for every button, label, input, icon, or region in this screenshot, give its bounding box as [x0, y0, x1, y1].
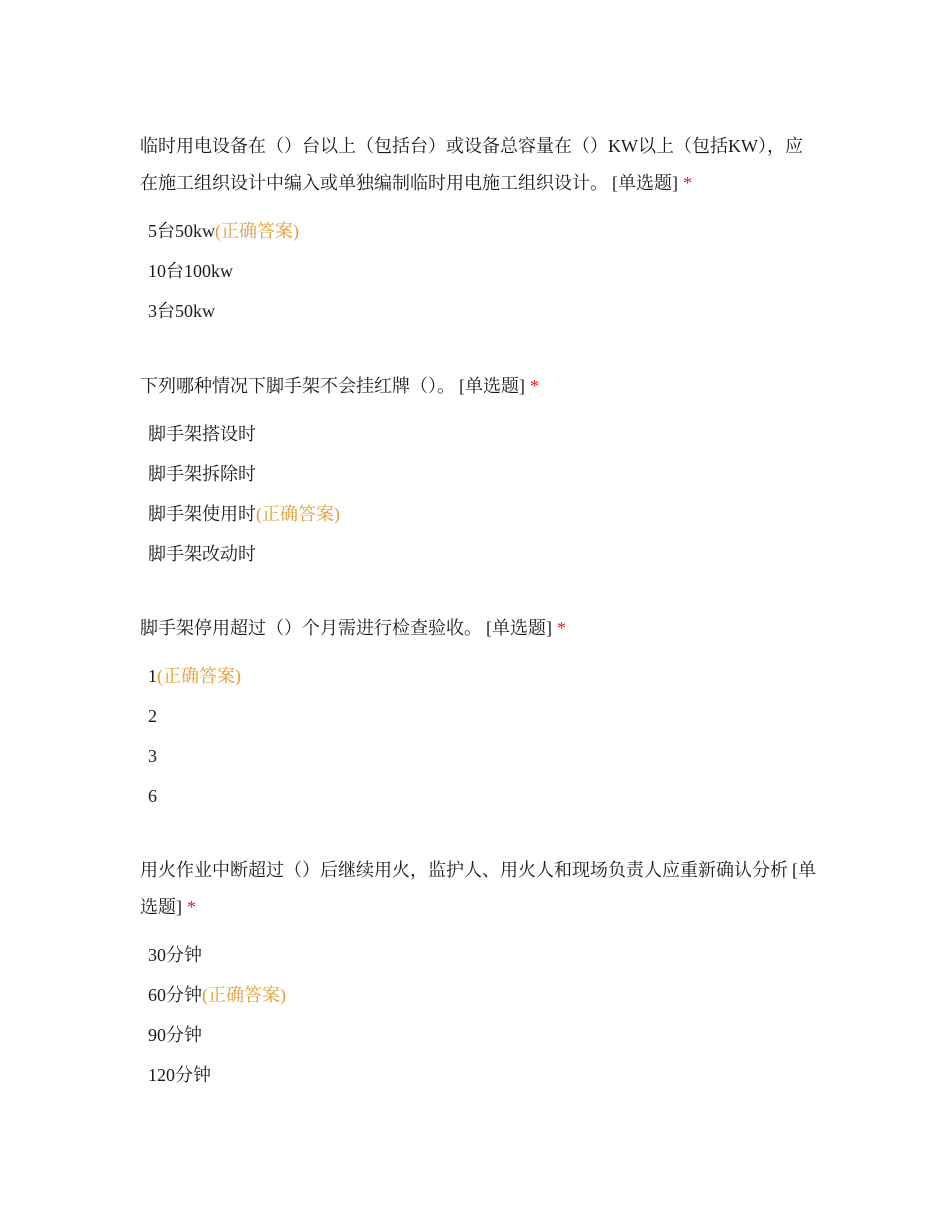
option-item[interactable] [140, 656, 820, 696]
required-asterisk: * [530, 376, 539, 396]
option-label: 脚手架拆除时 [148, 464, 256, 484]
option-label: 120分钟 [148, 1065, 211, 1085]
option-label: 脚手架使用时 [148, 504, 256, 524]
question-text: 临时用电设备在（）台以上（包括台）或设备总容量在（）KW以上（包括KW），应在施工组织设计中编入或单独编制临时用电施工组织设计。 [140, 136, 803, 193]
option-item[interactable] [140, 1055, 820, 1095]
option-label: 6 [148, 786, 157, 806]
option-item[interactable] [140, 251, 820, 291]
question-title [140, 128, 820, 202]
option-label: 脚手架搭设时 [148, 424, 256, 444]
correct-answer-tag: (正确答案) [202, 985, 286, 1005]
question-text: 脚手架停用超过（）个月需进行检查验收。 [140, 618, 482, 638]
option-label: 90分钟 [148, 1025, 202, 1045]
question-type-label: [单选题] [459, 376, 525, 396]
option-label: 5台50kw [148, 221, 215, 241]
option-item[interactable] [140, 414, 820, 454]
question-title [140, 852, 820, 926]
correct-answer-tag: (正确答案) [215, 221, 299, 241]
option-list [140, 656, 820, 816]
option-item[interactable] [140, 696, 820, 736]
option-label: 3 [148, 746, 157, 766]
required-asterisk: * [187, 897, 196, 917]
option-label: 2 [148, 706, 157, 726]
option-label: 60分钟 [148, 985, 202, 1005]
question-3 [140, 610, 820, 816]
option-list [140, 935, 820, 1095]
correct-answer-tag: (正确答案) [256, 504, 340, 524]
option-item[interactable] [140, 494, 820, 534]
required-asterisk: * [557, 618, 566, 638]
option-label: 3台50kw [148, 301, 215, 321]
option-item[interactable] [140, 975, 820, 1015]
question-text: 下列哪种情况下脚手架不会挂红牌（）。 [140, 376, 455, 396]
option-label: 脚手架改动时 [148, 544, 256, 564]
option-label: 10台100kw [148, 261, 233, 281]
option-item[interactable] [140, 736, 820, 776]
question-4 [140, 852, 820, 1095]
question-2 [140, 368, 820, 574]
option-label: 30分钟 [148, 945, 202, 965]
correct-answer-tag: (正确答案) [157, 666, 241, 686]
question-title [140, 368, 820, 405]
question-1 [140, 128, 820, 331]
question-text: 用火作业中断超过（）后继续用火，监护人、用火人和现场负责人应重新确认分析 [140, 860, 788, 880]
question-type-label: [单选题] [612, 173, 678, 193]
question-type-label: [单选题] [140, 860, 816, 917]
option-item[interactable] [140, 291, 820, 331]
option-item[interactable] [140, 1015, 820, 1055]
option-item[interactable] [140, 935, 820, 975]
option-list [140, 211, 820, 331]
option-item[interactable] [140, 776, 820, 816]
option-item[interactable] [140, 454, 820, 494]
option-list [140, 414, 820, 574]
question-type-label: [单选题] [486, 618, 552, 638]
option-label: 1 [148, 666, 157, 686]
option-item[interactable] [140, 211, 820, 251]
required-asterisk: * [683, 173, 692, 193]
question-title [140, 610, 820, 647]
option-item[interactable] [140, 534, 820, 574]
